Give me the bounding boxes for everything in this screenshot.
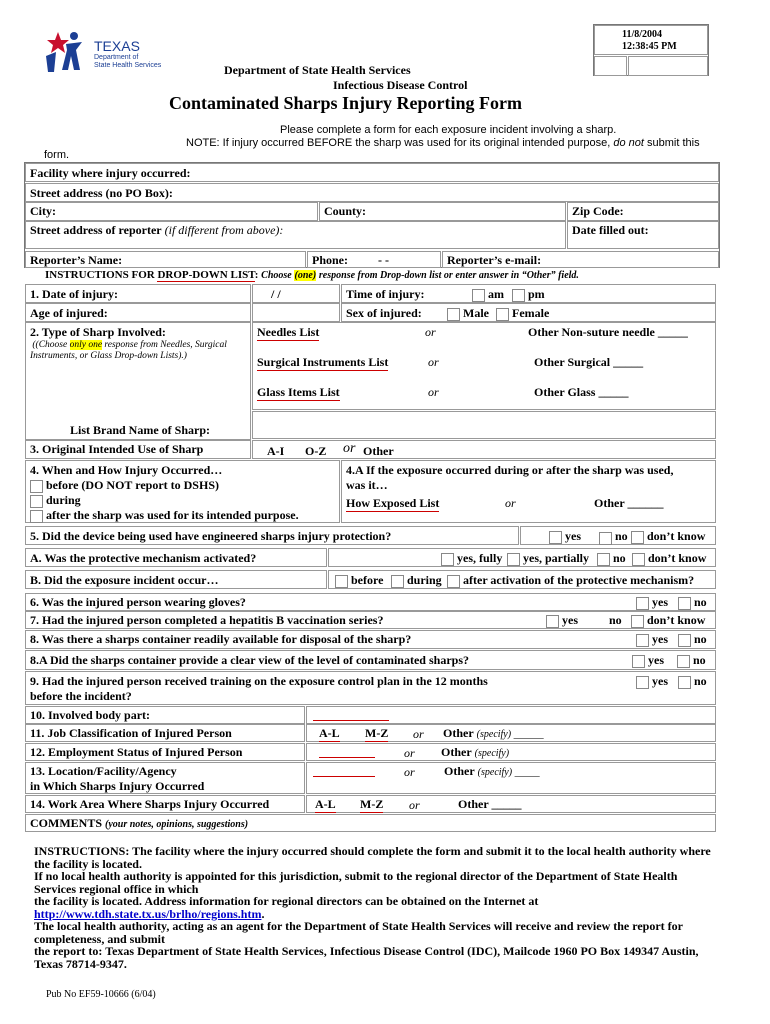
footer-instructions: INSTRUCTIONS: The facility where the injury occurred should complete the form and submit it to the local health authority where the facility is located. If no local health authority is appointed for this jurisdiction, submit to the regional director of the Department of State Health Services regional office in which the facility is located. Address information for regional directors can be obtained on the Internet at http://www.tdh.state.tx.us/brlho/regions.htm. The local health authority, acting as an agent for the Department of State Health Services will receive and review the report for completeness, and submit the report to: Texas Department of State Health Services, Infectious Disease Control (IDC), Mailcode 1960 PO Box 149347 Austin, Texas 78714-9347. xyxy=(34,844,711,971)
sharp-type-options: Needles List or Other Non-suture needle _____ Surgical Instruments List or Other Surgical _____ Glass Items List or Other Glass _____ xyxy=(252,322,716,410)
before-checkbox[interactable] xyxy=(30,480,43,493)
q6-row: 6. Was the injured person wearing gloves? yes no xyxy=(25,593,716,611)
after-checkbox[interactable] xyxy=(30,510,43,523)
dropdown-instructions: INSTRUCTIONS FOR DROP-DOWN LIST: Choose (one) response from Drop-down list or enter answer in “Other” field. xyxy=(45,269,579,281)
timestamp-box xyxy=(593,24,709,76)
logo-state: TEXAS xyxy=(94,38,140,54)
employment-dropdown[interactable] xyxy=(319,746,375,758)
original-use-label: 3. Original Intended Use of Sharp xyxy=(25,440,251,459)
original-use-options: A-I O-Z or Other xyxy=(252,440,716,459)
zip-field[interactable]: Zip Code: xyxy=(567,202,719,221)
regions-link[interactable]: http://www.tdh.state.tx.us/brlho/regions.htm xyxy=(34,906,262,921)
publication-number: Pub No EF59-10666 (6/04) xyxy=(46,989,156,1000)
brand-name-field[interactable] xyxy=(252,411,716,439)
use-ai-dropdown[interactable]: A-I xyxy=(267,444,285,458)
q6-yes-checkbox[interactable] xyxy=(636,597,649,610)
division-name: Infectious Disease Control xyxy=(333,78,468,92)
sex-field[interactable]: Sex of injured: Male Female xyxy=(341,303,716,322)
female-checkbox[interactable] xyxy=(496,308,509,321)
q13-options: or Other (specify) _____ xyxy=(306,762,716,794)
q5b-answers: before during after activation of the protective mechanism? xyxy=(328,570,716,589)
logo-line1: Department of xyxy=(94,54,139,61)
city-field[interactable]: City: xyxy=(25,202,318,221)
q9-no-checkbox[interactable] xyxy=(678,676,691,689)
q5b-before-checkbox[interactable] xyxy=(335,575,348,588)
q5a-yes-partially-checkbox[interactable] xyxy=(507,553,520,566)
q5-answers: yes no don’t know xyxy=(520,526,716,545)
work-area-other-field[interactable]: Other _____ xyxy=(458,797,522,811)
q13-label: 13. Location/Facility/Agency in Which Sharps Injury Occurred xyxy=(25,762,305,794)
employment-other-field[interactable]: Other xyxy=(441,745,472,759)
q12-label: 12. Employment Status of Injured Person xyxy=(25,743,305,761)
q5-yes-checkbox[interactable] xyxy=(549,531,562,544)
q5b-after-checkbox[interactable] xyxy=(447,575,460,588)
intro-note-end: form. xyxy=(44,149,70,161)
job-mz-dropdown[interactable]: M-Z xyxy=(365,726,389,740)
other-needle-field[interactable]: Other Non-suture needle _____ xyxy=(528,325,688,339)
print-date: 11/8/2004 xyxy=(622,29,663,40)
reporter-name-field[interactable]: Reporter’s Name: xyxy=(25,251,306,268)
q9-yes-checkbox[interactable] xyxy=(636,676,649,689)
q8a-yes-checkbox[interactable] xyxy=(632,655,645,668)
q8a-no-checkbox[interactable] xyxy=(677,655,690,668)
facility-field[interactable]: Facility where injury occurred: xyxy=(25,163,719,182)
q9-row: 9. Had the injured person received training on the exposure control plan in the 12 months before the incident? yes no xyxy=(25,671,716,705)
when-how-cell: 4. When and How Injury Occurred… before (DO NOT report to DSHS) during after the sharp was used for its intended purpose. xyxy=(25,460,340,523)
time-of-injury-field[interactable]: Time of injury: am pm xyxy=(341,284,716,303)
star-figure-icon xyxy=(44,30,92,74)
q5a-dontknow-checkbox[interactable] xyxy=(632,553,645,566)
q8-no-checkbox[interactable] xyxy=(678,634,691,647)
date-entry[interactable]: / / xyxy=(252,284,340,303)
am-checkbox[interactable] xyxy=(472,289,485,302)
q5a-answers: yes, fully yes, partially no don’t know xyxy=(328,548,716,567)
comments-field[interactable]: COMMENTS (your notes, opinions, suggestions) xyxy=(25,814,716,832)
body-part-dropdown[interactable] xyxy=(313,709,389,721)
reporter-address-field[interactable]: Street address of reporter (if different from above): xyxy=(25,221,566,249)
job-al-dropdown[interactable]: A-L xyxy=(319,726,340,740)
use-other-field[interactable]: Other xyxy=(363,444,394,458)
q5a-row: A. Was the protective mechanism activated? xyxy=(25,548,327,567)
email-field[interactable]: Reporter’s e-mail: xyxy=(442,251,719,268)
q5-row: 5. Did the device being used have engineered sharps injury protection? xyxy=(25,526,519,545)
q14-options: A-L M-Z or Other _____ xyxy=(306,795,716,813)
q7-row: 7. Had the injured person completed a hepatitis B vaccination series? yes no don’t know xyxy=(25,611,716,629)
use-oz-dropdown[interactable]: O-Z xyxy=(305,444,327,458)
job-other-field[interactable]: Other xyxy=(443,726,474,740)
date-filled-field[interactable]: Date filled out: xyxy=(567,221,719,249)
phone-field[interactable]: Phone: - - xyxy=(307,251,441,268)
other-surgical-field[interactable]: Other Surgical _____ xyxy=(534,355,644,369)
age-field[interactable]: Age of injured: xyxy=(25,303,251,322)
q6-no-checkbox[interactable] xyxy=(678,597,691,610)
location-other-field[interactable]: Other xyxy=(444,764,475,778)
q5-dontknow-checkbox[interactable] xyxy=(631,531,644,544)
q5a-yes-fully-checkbox[interactable] xyxy=(441,553,454,566)
logo-line2: State Health Services xyxy=(94,62,162,69)
date-of-injury-field[interactable]: 1. Date of injury: xyxy=(25,284,251,303)
other-glass-field[interactable]: Other Glass _____ xyxy=(534,385,629,399)
how-exposed-other-field[interactable]: Other ______ xyxy=(594,496,664,510)
q5b-row: B. Did the exposure incident occur… xyxy=(25,570,327,589)
surgical-instruments-dropdown[interactable]: Surgical Instruments List xyxy=(257,355,389,369)
q12-options: or Other (specify) xyxy=(306,743,716,761)
q5a-no-checkbox[interactable] xyxy=(597,553,610,566)
work-area-mz-dropdown[interactable]: M-Z xyxy=(360,797,384,811)
print-time: 12:38:45 PM xyxy=(622,41,677,52)
q5b-during-checkbox[interactable] xyxy=(391,575,404,588)
needles-list-dropdown[interactable]: Needles List xyxy=(257,325,320,339)
q14-label: 14. Work Area Where Sharps Injury Occurred xyxy=(25,795,305,813)
form-title: Contaminated Sharps Injury Reporting Form xyxy=(169,93,523,113)
glass-items-dropdown[interactable]: Glass Items List xyxy=(257,385,340,399)
pm-checkbox[interactable] xyxy=(512,289,525,302)
male-checkbox[interactable] xyxy=(447,308,460,321)
county-field[interactable]: County: xyxy=(319,202,566,221)
work-area-al-dropdown[interactable]: A-L xyxy=(315,797,336,811)
q8-yes-checkbox[interactable] xyxy=(636,634,649,647)
q7-yes-checkbox[interactable] xyxy=(546,615,559,628)
q7-dontknow-checkbox[interactable] xyxy=(631,615,644,628)
q8a-row: 8.A Did the sharps container provide a clear view of the level of contaminated sharps? yes no xyxy=(25,650,716,670)
texas-dshs-logo xyxy=(44,30,164,74)
q11-options: A-L M-Z or Other (specify) ______ xyxy=(306,724,716,742)
how-exposed-dropdown[interactable]: How Exposed List xyxy=(346,496,440,510)
q11-label: 11. Job Classification of Injured Person xyxy=(25,724,305,742)
age-entry[interactable] xyxy=(252,303,340,322)
how-exposed-cell: 4.A If the exposure occurred during or after the sharp was used, was it… How Exposed List or Other ______ xyxy=(341,460,716,523)
intro-note: NOTE: If injury occurred BEFORE the sharp was used for its original intended purpose, do not submit this xyxy=(186,137,700,149)
street-field[interactable]: Street address (no PO Box): xyxy=(25,183,719,202)
q5-no-checkbox[interactable] xyxy=(599,532,612,545)
during-checkbox[interactable] xyxy=(30,495,43,508)
q10-options xyxy=(306,706,716,724)
location-dropdown[interactable] xyxy=(313,765,375,777)
q8-row: 8. Was there a sharps container readily available for disposal of the sharp? yes no xyxy=(25,630,716,649)
department-name: Department of State Health Services xyxy=(224,63,411,77)
q10-label: 10. Involved body part: xyxy=(25,706,305,724)
intro-line: Please complete a form for each exposure incident involving a sharp. xyxy=(280,124,617,136)
sharp-type-label-cell: 2. Type of Sharp Involved: ((Choose only one response from Needles, Surgical Instruments, or Glass Drop-down Lists).) List Brand Name of Sharp: xyxy=(25,322,251,440)
